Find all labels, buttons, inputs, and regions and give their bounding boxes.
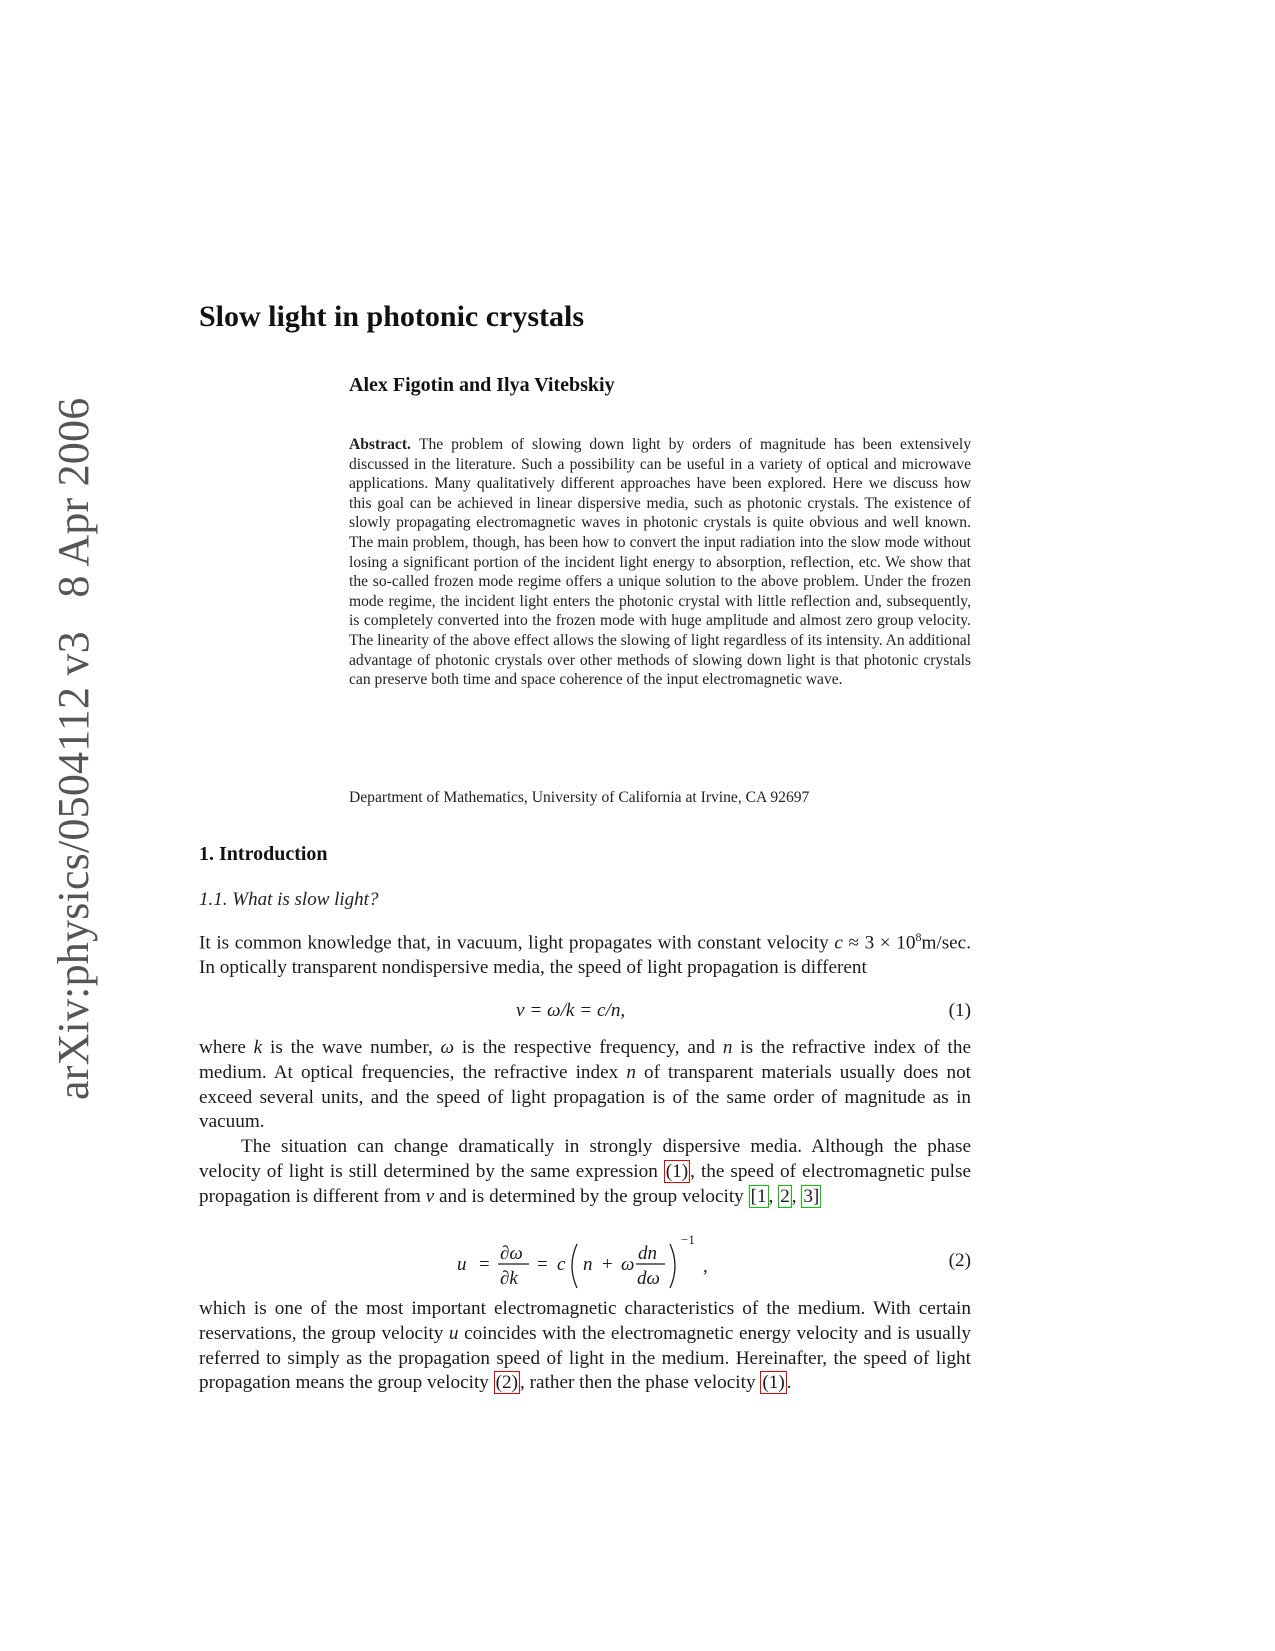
equation-2	[199, 1232, 971, 1292]
eq2-denominator-1: ∂k	[500, 1268, 518, 1289]
p3-text-a: The situation can change dramatically in strongly dispersive media. Although the phase velocity of light is still determined by the same expression	[199, 1136, 971, 1182]
eq2-equals-2: =	[537, 1254, 548, 1275]
citation-link-2[interactable]: 2	[780, 1185, 790, 1207]
paragraph-1	[199, 925, 971, 981]
citation-link-1[interactable]: [1	[750, 1185, 767, 1207]
p2-text-d: is the refractive index of the medium. At optical frequencies, the refractive index	[199, 1037, 971, 1083]
eq2-numerator-1: ∂ω	[500, 1243, 523, 1264]
eq2-right-paren	[670, 1244, 675, 1288]
equation-1-number: (1)	[948, 1000, 971, 1021]
eq2-numerator-2: dn	[638, 1243, 657, 1264]
p2-var-n: n	[722, 1037, 733, 1058]
eq2-denominator-2: dω	[637, 1268, 660, 1289]
p1-exponent: 8	[915, 930, 922, 944]
p3-text-c: and is determined by the group velocity	[434, 1185, 749, 1207]
p3-text-b: , the speed of electromagnetic pulse propagation is different from	[199, 1160, 972, 1207]
p1-text-b: m/sec. In optically transparent nondispersive media, the speed of light propagation is different	[199, 932, 971, 979]
equation-1-math: v = ω/k = c/n,	[516, 1000, 626, 1021]
citation-link-3[interactable]: 3]	[803, 1185, 820, 1207]
eq2-power: −1	[681, 1232, 695, 1247]
p2-text-b: is the wave number,	[262, 1037, 441, 1058]
paper-authors: Alex Figotin and Ilya Vitebskiy	[349, 374, 615, 396]
abstract-text: The problem of slowing down light by orders of magnitude has been extensively discussed in the literature. Such a possibility can be useful in a variety of optical and microwave applications. Many qualitatively different approaches have been explored. Here we discuss how this goal can be achieved in linear dispersive media, such as photonic crystals. The existence of slowly propagating electromagnetic waves in photonic crystals is quite obvious and well known. The main problem, though, has been how to convert the input radiation into the slow mode without losing a significant portion of the incident light energy to absorption, reflection, etc. We show that the so-called frozen mode regime offers a unique solution to the above problem. Under the frozen mode regime, the incident light enters the photonic crystal with little reflection and, subsequently, is completely converted into the frozen mode with huge amplitude and almost zero group velocity. The linearity of the above effect allows the slowing of light regardless of its intensity. An additional advantage of photonic crystals over other methods of slowing down light is that photonic crystals can preserve both time and space coherence of the input electromagnetic wave.	[349, 436, 971, 689]
p4-var-u: u	[448, 1322, 459, 1344]
eq2-equals-1: =	[479, 1254, 490, 1275]
subsection-heading: 1.1. What is slow light?	[199, 889, 379, 910]
eq2-left-paren	[572, 1244, 577, 1288]
p4-text-b: coincides with the electromagnetic energy velocity and is usually referred to simply as the propagation speed of light in the medium. Hereinafter, the speed of light propagation means the group velocity	[199, 1322, 971, 1394]
p4-text-a: which is one of the most important electromagnetic characteristics of the medium. With certain reservations, the group velocity	[199, 1298, 971, 1344]
equation-ref-link-2[interactable]: (2)	[495, 1372, 519, 1394]
p3-var-v: v	[425, 1185, 435, 1207]
arxiv-identifier-stamp: arXiv:physics/0504112 v3 8 Apr 2006	[49, 397, 98, 1100]
eq2-omega: ω	[621, 1254, 635, 1275]
equation-2-math	[457, 1232, 737, 1292]
p1-approx: ≈ 3 × 10	[842, 932, 916, 954]
paragraph-3: The situation can change dramatically in strongly dispersive media. Although the phase velocity of light is still determined by the same expression (1) , the speed of electromagnetic pulse propagation is different from v and is determined by the group velocity [1 , 2 , 3]	[199, 1136, 972, 1207]
eq2-plus: +	[602, 1254, 613, 1275]
p2-var-k: k	[253, 1037, 263, 1058]
paragraph-4	[199, 1297, 971, 1396]
paper-title: Slow light in photonic crystals	[199, 300, 585, 333]
p4-text-d: .	[786, 1372, 792, 1394]
p1-var-c: c	[834, 932, 843, 954]
p2-text-a: where	[199, 1037, 254, 1058]
p2-text-e: of transparent materials usually does not exceed several units, and the speed of light propagation is of the same order of magnitude as in vacuum.	[199, 1061, 971, 1133]
p2-var-n2: n	[626, 1061, 636, 1083]
section-heading: 1. Introduction	[199, 843, 328, 865]
equation-ref-link-1[interactable]: (1)	[762, 1372, 785, 1394]
equation-1	[199, 1000, 971, 1026]
eq2-n: n	[583, 1254, 593, 1275]
p2-var-omega: ω	[440, 1037, 455, 1058]
p1-text-a: It is common knowledge that, in vacuum, light propagates with constant velocity	[199, 932, 829, 954]
p2-text-c: is the respective frequency, and	[454, 1037, 723, 1058]
abstract	[349, 435, 971, 690]
eq2-c: c	[557, 1254, 566, 1275]
affiliation: Department of Mathematics, University of California at Irvine, CA 92697	[349, 789, 810, 806]
p4-text-c: , rather then the phase velocity	[520, 1372, 761, 1394]
paragraph-2	[199, 1036, 971, 1135]
abstract-label: Abstract.	[349, 436, 411, 453]
eq2-lhs: u	[457, 1254, 467, 1275]
equation-ref-link[interactable]: (1)	[665, 1160, 689, 1182]
eq2-comma: ,	[703, 1256, 708, 1277]
equation-2-number: (2)	[948, 1250, 971, 1271]
